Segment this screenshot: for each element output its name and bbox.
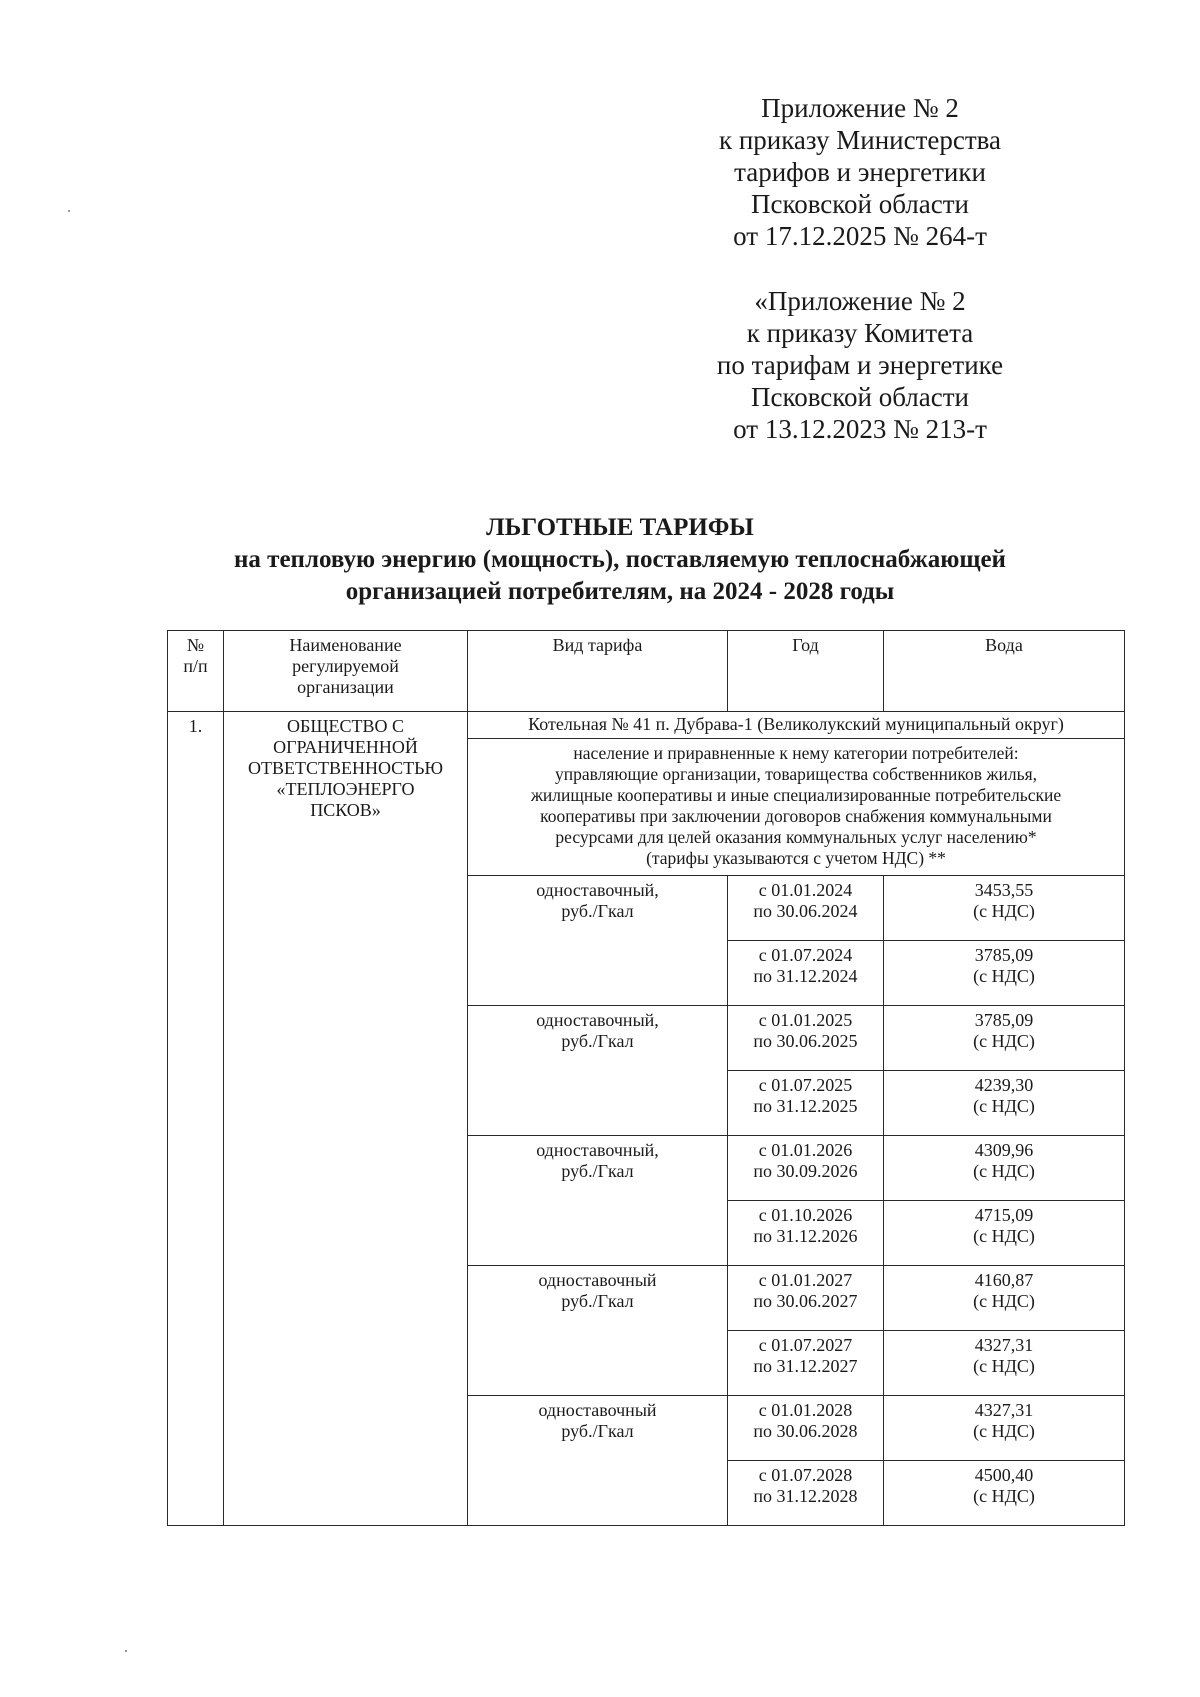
tariff-type [468,1136,728,1266]
consumer-category [468,739,1125,876]
period-cell [728,1201,884,1266]
title-line-1: ЛЬГОТНЫЕ ТАРИФЫ [486,514,754,541]
vat-note: (с НДС) [973,1226,1035,1246]
period-from: с 01.01.2028 [758,1400,853,1420]
vat-note: (с НДС) [973,1486,1035,1506]
water-tariff-cell [884,1266,1125,1331]
attachment-header-current [700,92,1020,252]
tariff-type-line: одноставочный [538,1270,657,1290]
period-to: по 31.12.2027 [753,1356,858,1376]
tariff-value: 3785,09 [974,945,1034,965]
period-from: с 01.01.2024 [758,880,853,900]
water-tariff-cell [884,1136,1125,1201]
period-cell [728,1071,884,1136]
vat-note: (с НДС) [973,901,1035,921]
attachment-line: тарифов и энергетики [734,157,986,187]
vat-note: (с НДС) [973,1096,1035,1116]
tariff-unit-line: руб./Гкал [561,1291,634,1311]
water-tariff-cell [884,1331,1125,1396]
attachment-line: от 17.12.2025 № 264-т [733,221,987,251]
vat-note: (с НДС) [973,1356,1035,1376]
period-cell [728,1006,884,1071]
scan-speck [68,210,70,212]
tariff-unit-line: руб./Гкал [561,1421,634,1441]
vat-note: (с НДС) [973,966,1035,986]
period-from: с 01.01.2026 [758,1140,853,1160]
tariff-value: 4715,09 [974,1205,1034,1225]
period-cell [728,1331,884,1396]
tariff-type-line: одноставочный [538,1400,657,1420]
org-line: ПСКОВ» [310,800,381,820]
boiler-row [168,712,1125,739]
org-line: ОТВЕТСТВЕННОСТЬЮ [247,758,444,778]
period-to: по 30.06.2027 [753,1291,858,1311]
organization-name [224,712,468,1526]
tariff-value: 3453,55 [974,880,1034,900]
tariff-type [468,1266,728,1396]
category-line: население и приравненные к нему категории потребителей: [573,743,1019,763]
tariff-value: 4309,96 [974,1140,1034,1160]
attachment-line: к приказу Министерства [718,125,1002,155]
period-from: с 01.07.2028 [758,1465,853,1485]
tariff-type-line: одноставочный, [536,880,659,900]
vat-note: (с НДС) [973,1031,1035,1051]
boiler-house: Котельная № 41 п. Дубрава-1 (Великолукский муниципальный округ) [468,712,1125,739]
header-org-line: регулируемой [292,656,399,676]
tariff-unit-line: руб./Гкал [561,1161,634,1181]
period-from: с 01.10.2026 [758,1205,853,1225]
period-to: по 30.06.2028 [753,1421,858,1441]
water-tariff-cell [884,1396,1125,1461]
water-tariff-cell [884,1461,1125,1526]
header-organization [224,631,468,712]
water-tariff-cell [884,1201,1125,1266]
water-tariff-cell [884,1071,1125,1136]
period-to: по 30.06.2024 [753,901,858,921]
title-line-2: на тепловую энергию (мощность), поставляемую теплоснабжающей [234,546,1006,573]
period-to: по 31.12.2025 [753,1096,858,1116]
tariff-value: 4500,40 [974,1465,1034,1485]
tariff-unit-line: руб./Гкал [561,1031,634,1051]
tariff-type [468,876,728,1006]
header-org-line: организации [297,677,394,697]
category-line: (тарифы указываются с учетом НДС) ** [646,848,946,868]
period-from: с 01.01.2025 [758,1010,853,1030]
org-line: ОГРАНИЧЕННОЙ [273,737,418,757]
period-to: по 31.12.2028 [753,1486,858,1506]
tariff-value: 4327,31 [974,1335,1034,1355]
header-tariff-type: Вид тарифа [468,631,728,712]
category-line: жилищные кооперативы и иные специализированные потребительские [530,785,1062,805]
vat-note: (с НДС) [973,1161,1035,1181]
tariff-table [167,630,1125,1526]
period-from: с 01.07.2025 [758,1075,853,1095]
header-year: Год [728,631,884,712]
category-line: кооперативы при заключении договоров снабжения коммунальными [540,806,1052,826]
category-line: управляющие организации, товарищества собственников жилья, [554,764,1037,784]
period-cell [728,1461,884,1526]
period-from: с 01.07.2024 [758,945,853,965]
header-water: Вода [884,631,1125,712]
period-cell [728,1136,884,1201]
water-tariff-cell [884,941,1125,1006]
period-from: с 01.07.2027 [758,1335,853,1355]
attachment-line: «Приложение № 2 [754,286,966,316]
period-cell [728,1396,884,1461]
attachment-line: от 13.12.2023 № 213-т [733,414,987,444]
period-to: по 31.12.2026 [753,1226,858,1246]
scan-speck [125,1650,127,1652]
tariff-type-line: одноставочный, [536,1140,659,1160]
attachment-line: Псковской области [750,189,969,219]
period-cell [728,876,884,941]
header-num [168,631,224,712]
org-line: «ТЕПЛОЭНЕРГО [276,779,415,799]
attachment-line: Приложение № 2 [761,93,959,123]
attachment-line: к приказу Комитета [746,318,974,348]
vat-note: (с НДС) [973,1421,1035,1441]
water-tariff-cell [884,1006,1125,1071]
attachment-line: по тарифам и энергетике [716,350,1004,380]
period-cell [728,1266,884,1331]
category-line: ресурсами для целей оказания коммунальных услуг населению* [555,827,1037,847]
row-number: 1. [168,712,224,1526]
period-from: с 01.01.2027 [758,1270,853,1290]
water-tariff-cell [884,876,1125,941]
tariff-value: 3785,09 [974,1010,1034,1030]
period-to: по 31.12.2024 [753,966,858,986]
tariff-type [468,1396,728,1526]
tariff-type [468,1006,728,1136]
tariff-unit-line: руб./Гкал [561,901,634,921]
title-line-3: организацией потребителям, на 2024 - 2028 годы [345,578,895,605]
tariff-value: 4327,31 [974,1400,1034,1420]
vat-note: (с НДС) [973,1291,1035,1311]
tariff-value: 4239,30 [974,1075,1034,1095]
header-org-line: Наименование [289,635,402,655]
tariff-value: 4160,87 [974,1270,1034,1290]
document-title [120,512,1120,608]
period-cell [728,941,884,1006]
tariff-type-line: одноставочный, [536,1010,659,1030]
period-to: по 30.06.2025 [753,1031,858,1051]
attachment-header-previous [700,285,1020,445]
table-header-row [168,631,1125,712]
period-to: по 30.09.2026 [753,1161,858,1181]
header-num-line: № [186,635,205,655]
header-num-line: п/п [183,656,208,676]
org-line: ОБЩЕСТВО С [287,716,404,736]
attachment-line: Псковской области [750,382,969,412]
